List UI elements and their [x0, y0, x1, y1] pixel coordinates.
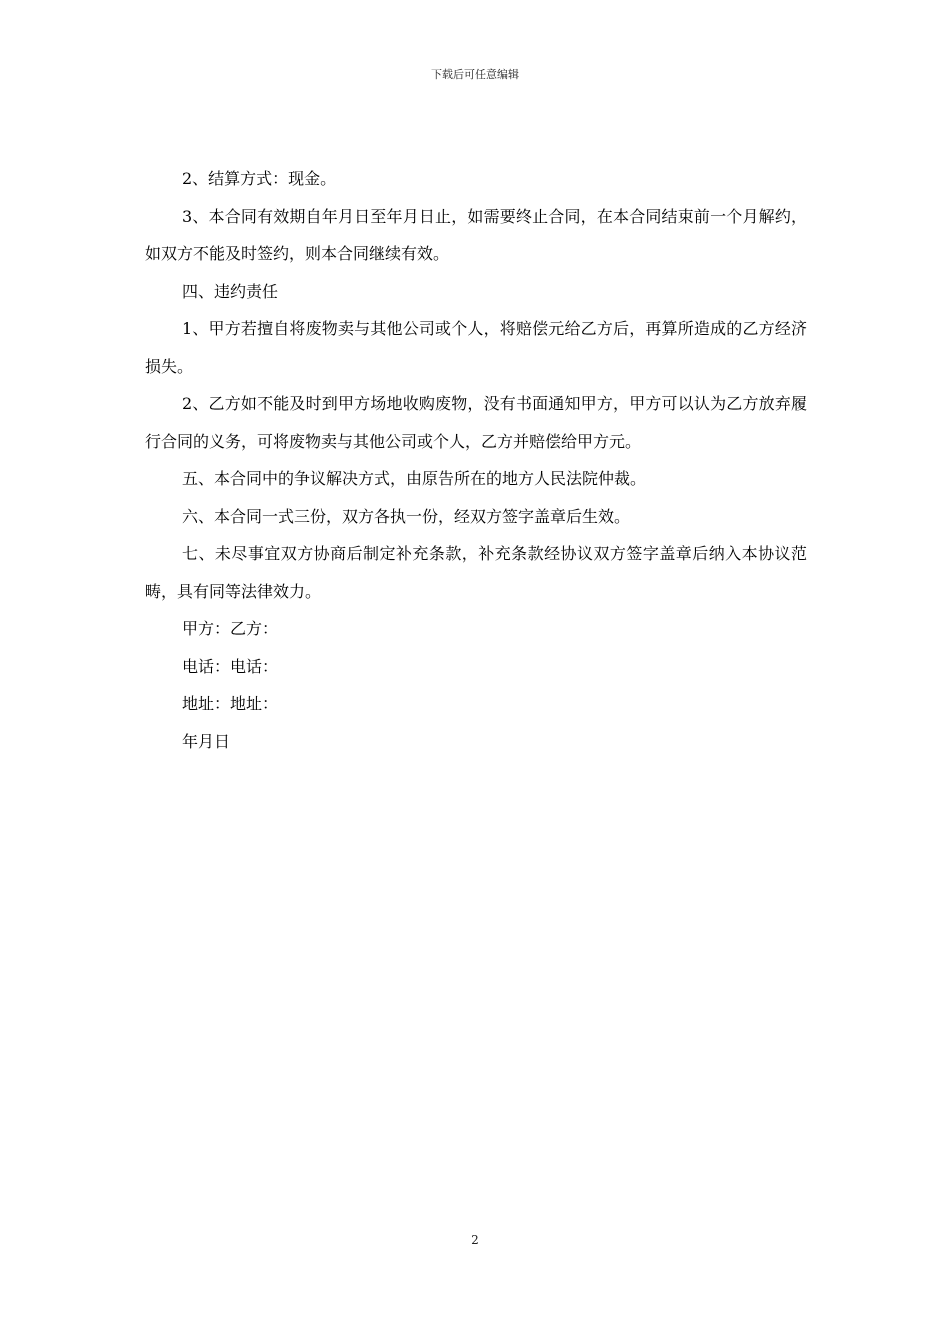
paragraph-copies: 六、本合同一式三份，双方各执一份，经双方签字盖章后生效。 — [182, 506, 631, 526]
section-heading-liability: 四、违约责任 — [182, 281, 279, 301]
page-number: 2 — [471, 1233, 479, 1247]
signature-address: 地址：地址： — [182, 694, 279, 713]
signature-phone: 电话：电话： — [182, 656, 279, 676]
signature-date: 年月日 — [182, 731, 231, 751]
paragraph-supplementary-terms: 七、未尽事宜双方协商后制定补充条款，补充条款经协议双方签字盖章后纳入本协议范畴，具有同等法律效力。 — [145, 544, 807, 601]
paragraph-dispute-resolution: 五、本合同中的争议解决方式，由原告所在的地方人民法院仲裁。 — [182, 469, 647, 488]
paragraph-settlement-method: 2、结算方式：现金。 — [182, 169, 337, 188]
page-header: 下载后可任意编辑 — [431, 68, 519, 81]
document-body — [145, 160, 807, 760]
paragraph-party-b-breach: 2、乙方如不能及时到甲方场地收购废物，没有书面通知甲方，甲方可以认为乙方放弃履行合同的义务，可将废物卖与其他公司或个人，乙方并赔偿给甲方元。 — [145, 394, 807, 451]
signature-parties: 甲方：乙方： — [182, 619, 279, 638]
paragraph-validity-period: 3、本合同有效期自年月日至年月日止，如需要终止合同，在本合同结束前一个月解约，如双方不能及时签约，则本合同继续有效。 — [145, 206, 807, 263]
paragraph-party-a-breach: 1、甲方若擅自将废物卖与其他公司或个人，将赔偿元给乙方后，再算所造成的乙方经济损失。 — [145, 319, 807, 376]
